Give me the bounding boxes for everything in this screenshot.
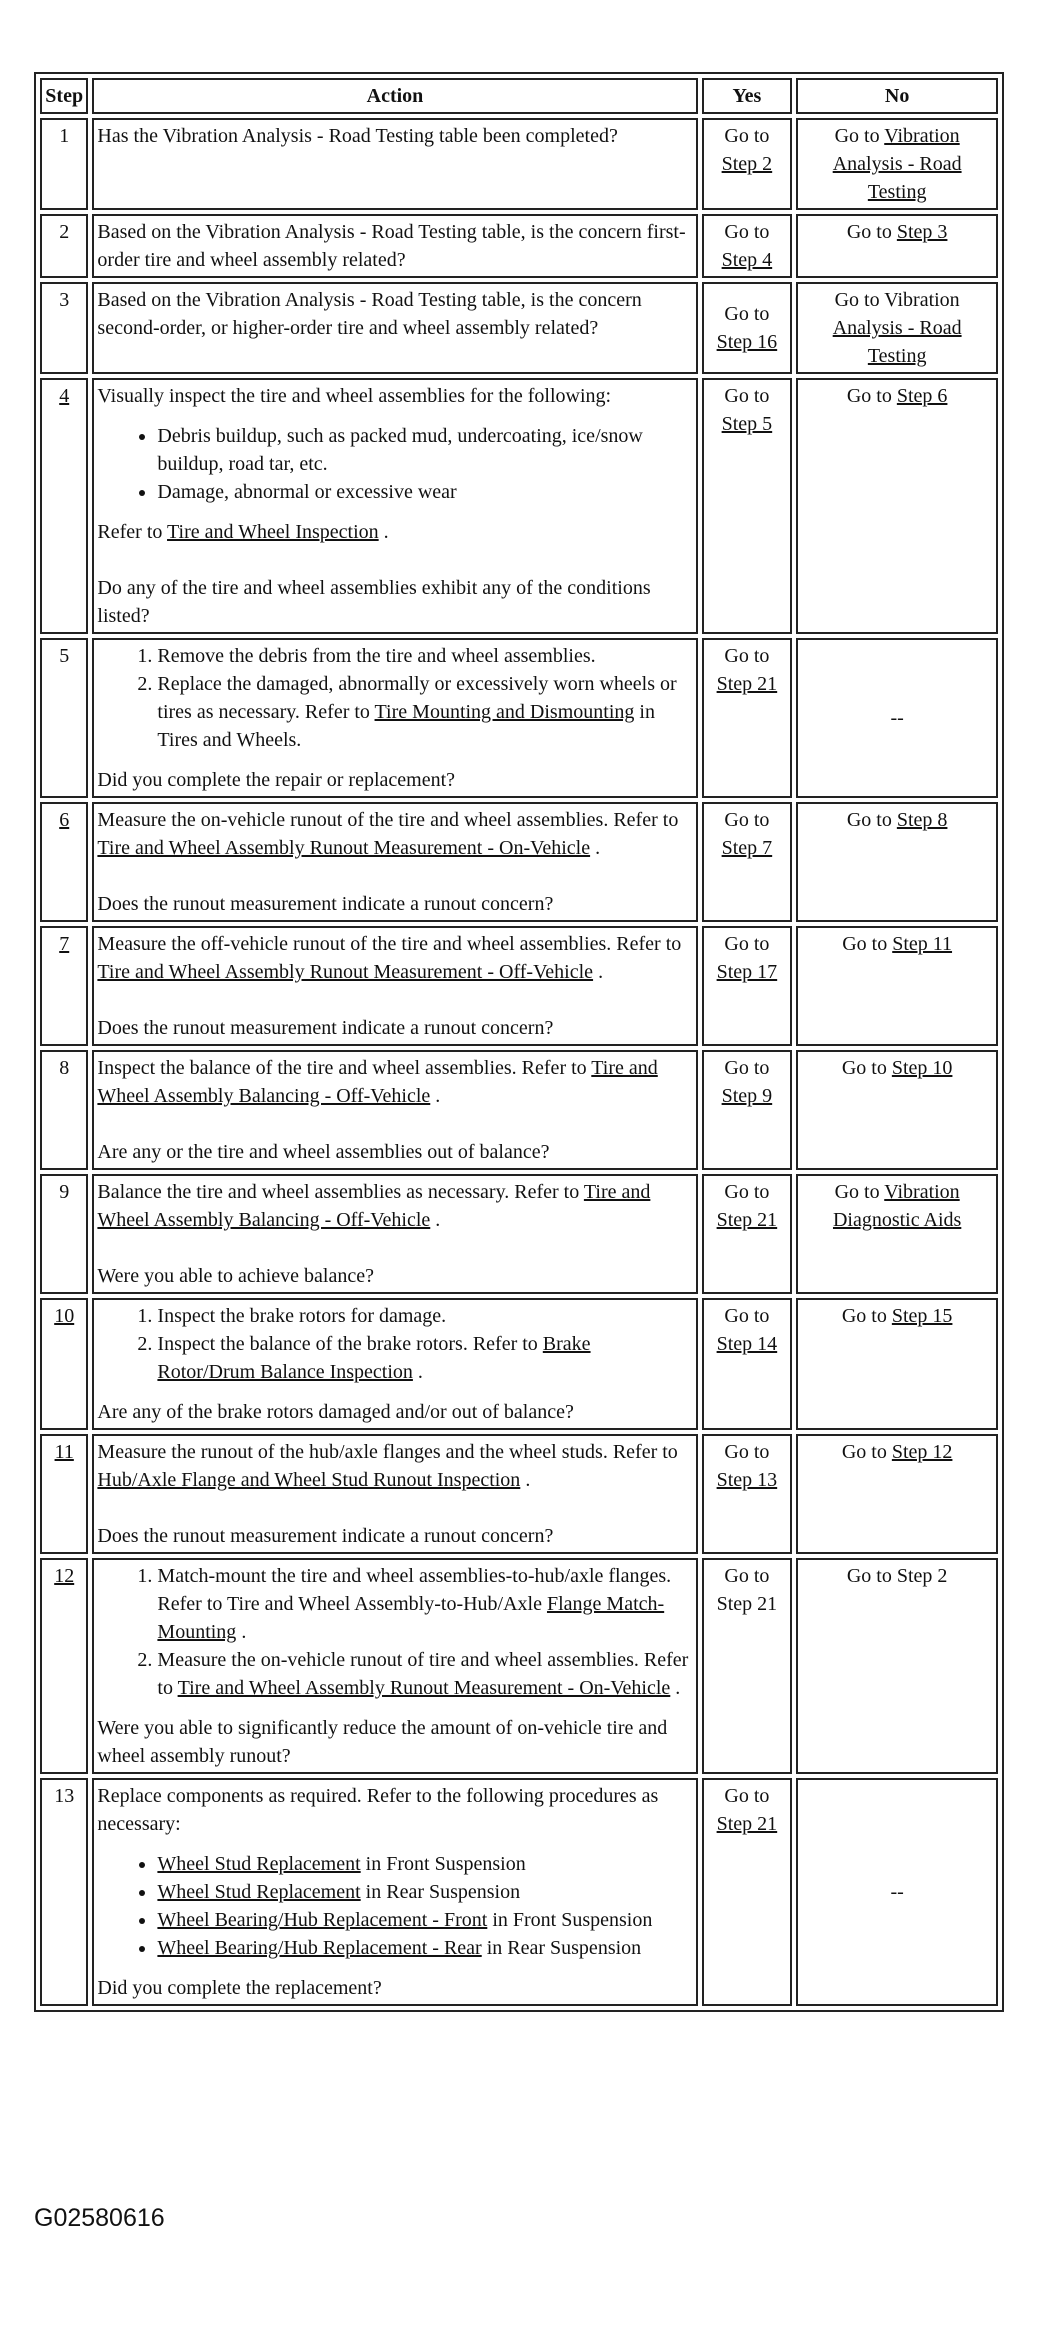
step-number: 8	[40, 1050, 88, 1170]
no-prefix: Go to	[834, 1181, 880, 1203]
yes-prefix: Go to	[724, 809, 770, 831]
no-prefix: Go to	[846, 385, 892, 407]
action-cell	[92, 802, 697, 922]
no-prefix: Go to	[842, 933, 888, 955]
list-item: 2. Inspect the balance of the brake rotors. Refer to Brake Rotor/Drum Balance Inspection .	[157, 1330, 692, 1386]
step-number: 2	[40, 214, 88, 278]
procedure-link[interactable]: Wheel Stud Replacement	[157, 1881, 361, 1903]
no-cell	[796, 926, 998, 1046]
table-row	[40, 1434, 998, 1554]
procedure-link[interactable]: Tire and Wheel Inspection	[167, 521, 379, 543]
action-cell	[92, 378, 697, 634]
action-cell	[92, 926, 697, 1046]
question-text: Does the runout measurement indicate a runout concern?	[97, 1525, 554, 1547]
yes-prefix: Go to	[724, 1785, 770, 1807]
question-text: Are any or the tire and wheel assemblies out of balance?	[97, 1141, 550, 1163]
list-item: 2. Measure the on-vehicle runout of tire and wheel assemblies. Refer to Tire and Wheel Assembly Runout Measurement - On-Vehicle .	[157, 1646, 692, 1702]
question-text: Were you able to achieve balance?	[97, 1265, 374, 1287]
action-cell	[92, 1778, 697, 2006]
yes-link[interactable]: Step 21	[716, 1209, 778, 1231]
yes-prefix: Go to	[724, 385, 770, 407]
procedure-link[interactable]: Wheel Stud Replacement	[157, 1853, 361, 1875]
question-text: Were you able to significantly reduce the amount of on-vehicle tire and wheel assembly runout?	[97, 1717, 668, 1767]
no-prefix: Go to	[846, 221, 892, 243]
yes-link[interactable]: Step 5	[721, 413, 773, 435]
list-item: • Wheel Stud Replacement in Rear Suspension	[157, 1878, 692, 1906]
no-cell	[796, 214, 998, 278]
step-number: 3	[40, 282, 88, 374]
yes-cell	[702, 378, 793, 634]
yes-cell	[702, 802, 793, 922]
procedure-link[interactable]: Wheel Bearing/Hub Replacement - Rear	[157, 1937, 482, 1959]
question-text: Based on the Vibration Analysis - Road Testing table, is the concern second-order, or higher-order tire and wheel assembly related?	[97, 289, 642, 339]
procedure-list	[97, 1850, 692, 1962]
no-cell	[796, 378, 998, 634]
step-number[interactable]: 7	[40, 926, 88, 1046]
step-number[interactable]: 10	[40, 1298, 88, 1430]
step-number: 13	[40, 1778, 88, 2006]
yes-link[interactable]: Step 9	[721, 1085, 773, 1107]
yes-cell	[702, 1174, 793, 1294]
no-link[interactable]: Vibration Analysis - Road Testing	[832, 125, 962, 203]
no-link[interactable]: Step 6	[896, 385, 948, 407]
yes-cell	[702, 118, 793, 210]
diagnostic-table	[34, 72, 1004, 2012]
no-prefix: Go to	[841, 1441, 887, 1463]
table-row	[40, 118, 998, 210]
action-cell	[92, 1434, 697, 1554]
no-link[interactable]: Vibration Diagnostic Aids	[832, 1181, 962, 1231]
procedure-link[interactable]: Wheel Bearing/Hub Replacement - Front	[157, 1909, 488, 1931]
question-text: Does the runout measurement indicate a runout concern?	[97, 893, 554, 915]
yes-link[interactable]: Step 21	[716, 673, 778, 695]
step-number: 9	[40, 1174, 88, 1294]
action-cell	[92, 118, 697, 210]
no-cell: Go to Step 2	[796, 1558, 998, 1774]
no-link[interactable]: Analysis - Road Testing	[832, 317, 962, 367]
procedure-link[interactable]: Flange Match-Mounting	[157, 1593, 665, 1643]
table-row	[40, 214, 998, 278]
procedure-link[interactable]: Tire and Wheel Assembly Runout Measurement - On-Vehicle	[177, 1677, 671, 1699]
step-number: 5	[40, 638, 88, 798]
procedure-link[interactable]: Tire and Wheel Assembly Balancing - Off-Vehicle	[97, 1057, 658, 1107]
no-prefix: Go to Vibration	[834, 289, 960, 311]
list-item: • Wheel Stud Replacement in Front Suspension	[157, 1850, 692, 1878]
action-cell	[92, 1558, 697, 1774]
no-header: No	[796, 78, 998, 114]
no-link[interactable]: Step 11	[892, 933, 953, 955]
no-cell	[796, 802, 998, 922]
no-prefix: Go to	[841, 1305, 887, 1327]
yes-cell	[702, 214, 793, 278]
table-row	[40, 1174, 998, 1294]
yes-prefix: Go to	[724, 645, 770, 667]
procedure-link[interactable]: Tire and Wheel Assembly Runout Measurement - On-Vehicle	[97, 837, 591, 859]
yes-link[interactable]: Step 13	[716, 1469, 778, 1491]
no-prefix: Go to	[846, 809, 892, 831]
question-text: Does the runout measurement indicate a runout concern?	[97, 1017, 554, 1039]
action-cell	[92, 1050, 697, 1170]
no-cell	[796, 1174, 998, 1294]
reference-line: Refer to Tire and Wheel Inspection .	[97, 521, 389, 543]
yes-link[interactable]: Step 16	[716, 331, 778, 353]
question-text: Do any of the tire and wheel assemblies exhibit any of the conditions listed?	[97, 577, 651, 627]
procedure-link[interactable]: Brake Rotor/Drum Balance Inspection	[157, 1333, 591, 1383]
question-text: Did you complete the replacement?	[97, 1977, 382, 1999]
procedure-list	[97, 1562, 692, 1702]
yes-prefix: Go to	[724, 1181, 770, 1203]
action-text: Measure the on-vehicle runout of the tire and wheel assemblies. Refer to Tire and Wheel Assembly Runout Measurement - On-Vehicle .	[97, 809, 679, 859]
no-link[interactable]: Step 10	[891, 1057, 953, 1079]
table-row	[40, 1778, 998, 2006]
yes-cell: Go to Step 21	[702, 1558, 793, 1774]
list-item: 1. Inspect the brake rotors for damage.	[157, 1302, 692, 1330]
no-cell	[796, 118, 998, 210]
no-prefix: Go to	[834, 125, 880, 147]
step-number[interactable]: 4	[40, 378, 88, 634]
no-link[interactable]: Step 12	[891, 1441, 953, 1463]
table-row	[40, 378, 998, 634]
procedure-link[interactable]: Tire and Wheel Assembly Balancing - Off-Vehicle	[97, 1181, 651, 1231]
yes-prefix: Go to	[724, 1057, 770, 1079]
yes-prefix: Go to	[724, 221, 770, 243]
yes-prefix: Go to	[724, 125, 770, 147]
list-item: 1. Remove the debris from the tire and wheel assemblies.	[157, 642, 692, 670]
table-row	[40, 282, 998, 374]
yes-cell	[702, 926, 793, 1046]
list-item: • Wheel Bearing/Hub Replacement - Front in Front Suspension	[157, 1906, 692, 1934]
procedure-link[interactable]: Hub/Axle Flange and Wheel Stud Runout Inspection	[97, 1469, 521, 1491]
condition-list	[97, 422, 692, 506]
yes-prefix: Go to	[724, 1441, 770, 1463]
action-intro: Replace components as required. Refer to the following procedures as necessary:	[97, 1785, 659, 1835]
no-cell: --	[796, 638, 998, 798]
action-cell	[92, 214, 697, 278]
list-item: • Debris buildup, such as packed mud, undercoating, ice/snow buildup, road tar, etc.	[157, 422, 692, 478]
no-cell: --	[796, 1778, 998, 2006]
yes-header: Yes	[702, 78, 793, 114]
question-text: Has the Vibration Analysis - Road Testing table been completed?	[97, 125, 618, 147]
step-header: Step	[40, 78, 88, 114]
yes-cell	[702, 282, 793, 374]
yes-cell	[702, 1050, 793, 1170]
table-row	[40, 1558, 998, 1774]
question-text: Based on the Vibration Analysis - Road Testing table, is the concern first-order tire and wheel assembly related?	[97, 221, 686, 271]
no-cell	[796, 282, 998, 374]
no-link[interactable]: Step 8	[896, 809, 948, 831]
list-item: 1. Match-mount the tire and wheel assemblies-to-hub/axle flanges. Refer to Tire and Wheel Assembly-to-Hub/Axle Flange Match-Mounting .	[157, 1562, 692, 1646]
no-cell	[796, 1434, 998, 1554]
diagnostic-table-container	[34, 72, 1004, 2012]
yes-link[interactable]: Step 21	[716, 1813, 778, 1835]
action-intro: Visually inspect the tire and wheel assemblies for the following:	[97, 385, 612, 407]
yes-cell	[702, 1778, 793, 2006]
table-row	[40, 638, 998, 798]
step-number[interactable]: 12	[40, 1558, 88, 1774]
action-cell	[92, 638, 697, 798]
procedure-link[interactable]: Tire Mounting and Dismounting	[374, 701, 635, 723]
step-number: 1	[40, 118, 88, 210]
yes-link[interactable]: Step 14	[716, 1333, 778, 1355]
yes-link[interactable]: Step 2	[721, 153, 773, 175]
table-row	[40, 926, 998, 1046]
no-link[interactable]: Step 3	[896, 221, 948, 243]
action-text: Measure the runout of the hub/axle flanges and the wheel studs. Refer to Hub/Axle Flange and Wheel Stud Runout Inspection .	[97, 1441, 678, 1491]
yes-link[interactable]: Step 7	[721, 837, 773, 859]
table-row	[40, 1298, 998, 1430]
action-text: Balance the tire and wheel assemblies as necessary. Refer to Tire and Wheel Assembly Balancing - Off-Vehicle .	[97, 1181, 651, 1231]
step-number[interactable]: 6	[40, 802, 88, 922]
yes-cell	[702, 1298, 793, 1430]
action-cell	[92, 282, 697, 374]
yes-prefix: Go to	[724, 933, 770, 955]
question-text: Did you complete the repair or replacement?	[97, 769, 456, 791]
table-row	[40, 802, 998, 922]
yes-prefix: Go to	[724, 1305, 770, 1327]
procedure-list	[97, 642, 692, 754]
yes-prefix: Go to	[724, 303, 770, 325]
list-item: • Damage, abnormal or excessive wear	[157, 478, 692, 506]
action-text: Measure the off-vehicle runout of the tire and wheel assemblies. Refer to Tire and Wheel Assembly Runout Measurement - Off-Vehicle .	[97, 933, 682, 983]
figure-id: G02580616	[34, 2204, 165, 2232]
yes-cell	[702, 638, 793, 798]
yes-link[interactable]: Step 4	[721, 249, 773, 271]
action-header: Action	[92, 78, 697, 114]
list-item: • Wheel Bearing/Hub Replacement - Rear in Rear Suspension	[157, 1934, 692, 1962]
action-text: Inspect the balance of the tire and wheel assemblies. Refer to Tire and Wheel Assembly Balancing - Off-Vehicle .	[97, 1057, 658, 1107]
no-prefix: Go to	[841, 1057, 887, 1079]
action-cell	[92, 1298, 697, 1430]
no-link[interactable]: Step 15	[891, 1305, 953, 1327]
action-cell	[92, 1174, 697, 1294]
header-row	[40, 78, 998, 114]
procedure-list	[97, 1302, 692, 1386]
question-text: Are any of the brake rotors damaged and/or out of balance?	[97, 1401, 574, 1423]
no-cell	[796, 1298, 998, 1430]
table-row	[40, 1050, 998, 1170]
yes-cell	[702, 1434, 793, 1554]
yes-link[interactable]: Step 17	[716, 961, 778, 983]
list-item: 2. Replace the damaged, abnormally or excessively worn wheels or tires as necessary. Refer to Tire Mounting and Dismounting in Tires and Wheels.	[157, 670, 692, 754]
procedure-link[interactable]: Tire and Wheel Assembly Runout Measurement - Off-Vehicle	[97, 961, 594, 983]
step-number[interactable]: 11	[40, 1434, 88, 1554]
no-cell	[796, 1050, 998, 1170]
